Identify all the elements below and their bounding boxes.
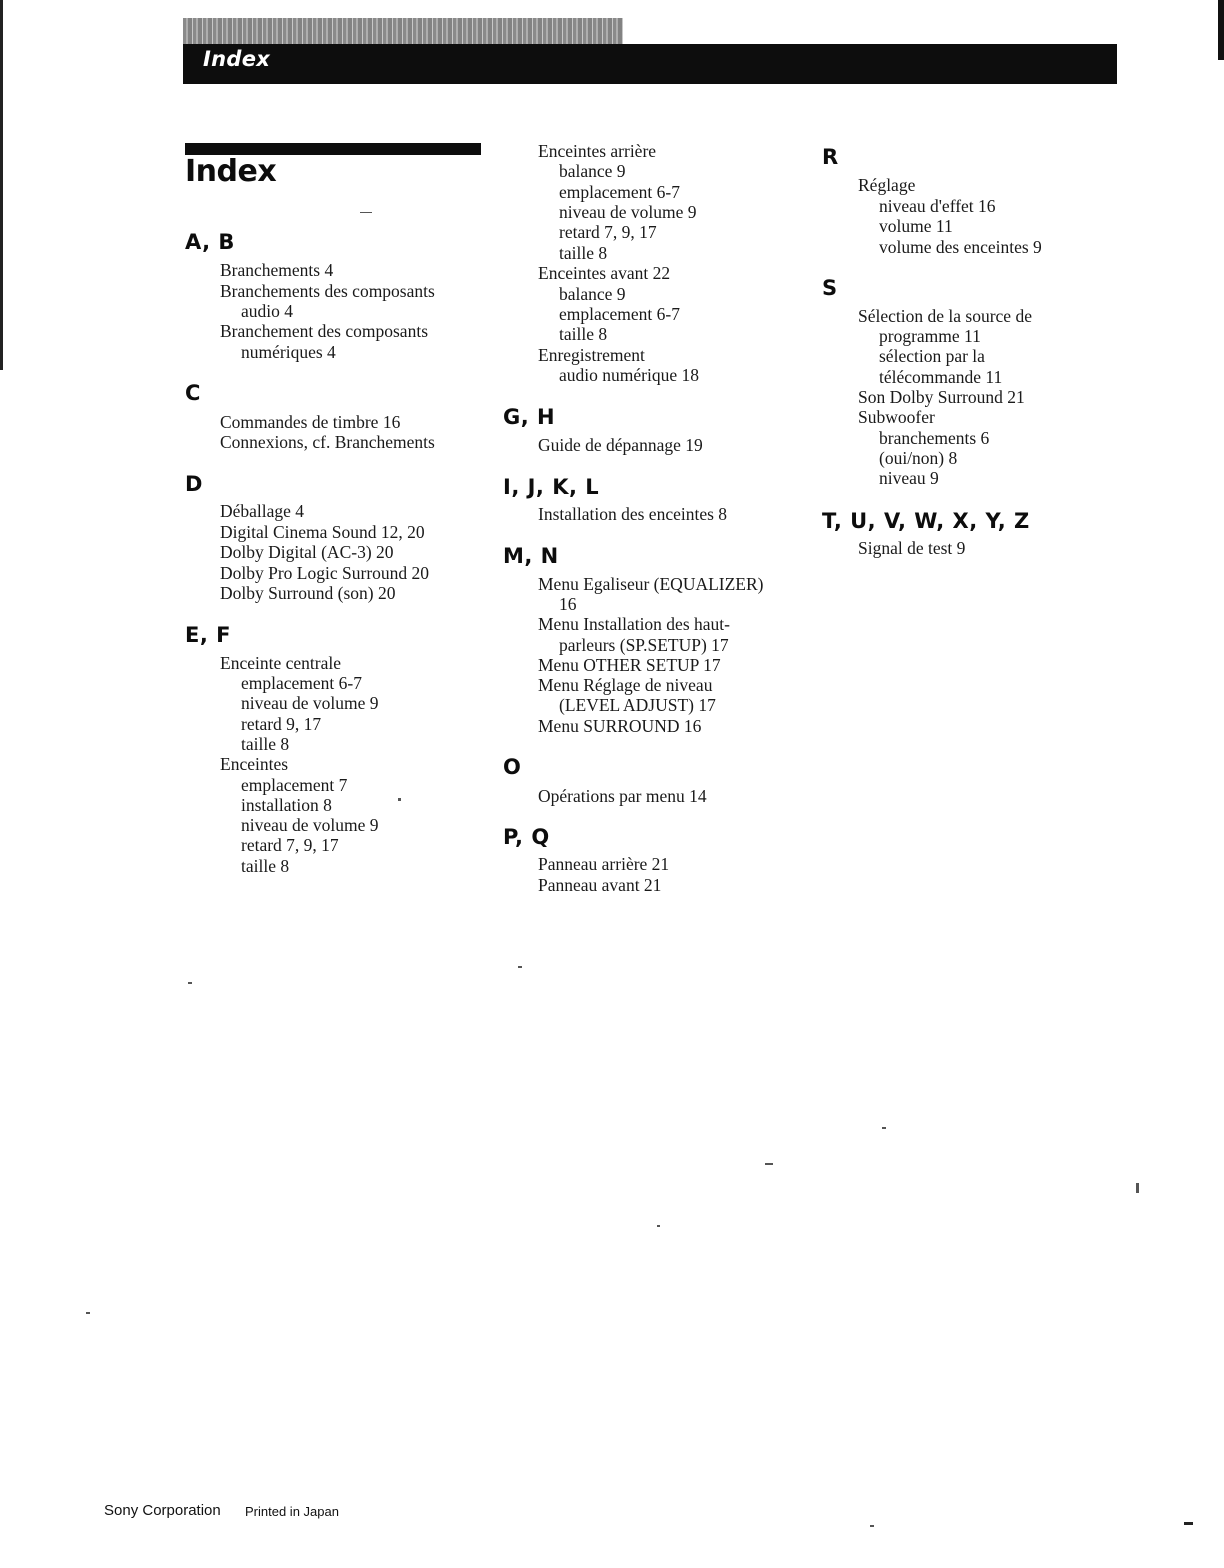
index-subentry: niveau de volume 9 <box>559 202 697 222</box>
index-subentry: volume 11 <box>879 216 953 236</box>
index-entry: Déballage 4 <box>220 501 305 521</box>
index-entry: Menu Réglage de niveau <box>538 675 713 695</box>
index-subentry: branchements 6 <box>879 428 990 448</box>
scan-speck <box>882 1127 886 1129</box>
index-subentry: emplacement 6-7 <box>241 673 362 693</box>
index-subentry: niveau 9 <box>879 468 939 488</box>
index-entry: Digital Cinema Sound 12, 20 <box>220 522 425 542</box>
footer-corporation: Sony Corporation <box>104 1502 221 1519</box>
index-entry: Enregistrement <box>538 345 645 365</box>
scan-speck <box>657 1225 660 1227</box>
index-entry: Branchements 4 <box>220 260 334 280</box>
index-entry: Réglage <box>858 175 916 195</box>
header-title: Index <box>203 47 271 71</box>
index-subentry: audio 4 <box>241 301 294 321</box>
index-entry: Menu SURROUND 16 <box>538 716 702 736</box>
index-subentry: programme 11 <box>879 326 981 346</box>
index-entry: Signal de test 9 <box>858 538 966 558</box>
section-letter-s: S <box>822 276 838 300</box>
section-letter-pq: P, Q <box>503 825 550 849</box>
index-entry: Menu Installation des haut- <box>538 614 730 634</box>
index-entry: Opérations par menu 14 <box>538 786 707 806</box>
index-subentry: retard 9, 17 <box>241 714 322 734</box>
index-entry: Connexions, cf. Branchements <box>220 432 435 452</box>
index-subentry: parleurs (SP.SETUP) 17 <box>559 635 729 655</box>
index-subentry: taille 8 <box>559 243 608 263</box>
index-subentry: niveau d'effet 16 <box>879 196 996 216</box>
section-letter-d: D <box>185 472 203 496</box>
section-letter-tz: T, U, V, W, X, Y, Z <box>822 509 1030 533</box>
scan-speck <box>360 212 372 213</box>
section-letter-c: C <box>185 381 201 405</box>
index-subentry: balance 9 <box>559 284 626 304</box>
index-subentry: (oui/non) 8 <box>879 448 958 468</box>
index-entry: Sélection de la source de <box>858 306 1032 326</box>
index-subentry: taille 8 <box>559 324 608 344</box>
section-letter-ef: E, F <box>185 623 231 647</box>
index-entry: Guide de dépannage 19 <box>538 435 703 455</box>
index-entry: Enceintes avant 22 <box>538 263 671 283</box>
section-letter-ijkl: I, J, K, L <box>503 475 600 499</box>
index-entry: Subwoofer <box>858 407 935 427</box>
index-entry: Panneau avant 21 <box>538 875 662 895</box>
index-subentry: volume des enceintes 9 <box>879 237 1042 257</box>
index-subentry: emplacement 6-7 <box>559 182 680 202</box>
scan-speck <box>86 1312 90 1314</box>
index-subentry: audio numérique 18 <box>559 365 699 385</box>
index-entry: Panneau arrière 21 <box>538 854 670 874</box>
header-scan-texture <box>183 18 623 46</box>
index-subentry: taille 8 <box>241 734 290 754</box>
scan-speck <box>765 1163 773 1165</box>
index-subentry: niveau de volume 9 <box>241 693 379 713</box>
index-subentry: installation 8 <box>241 795 332 815</box>
index-subentry: numériques 4 <box>241 342 336 362</box>
right-margin-rule <box>1218 0 1224 60</box>
index-subentry: télécommande 11 <box>879 367 1003 387</box>
index-entry: Commandes de timbre 16 <box>220 412 401 432</box>
section-letter-r: R <box>822 145 839 169</box>
index-entry: Enceinte centrale <box>220 653 341 673</box>
index-subentry: taille 8 <box>241 856 290 876</box>
index-entry: Enceintes arrière <box>538 141 657 161</box>
index-subentry: sélection par la <box>879 346 985 366</box>
section-letter-mn: M, N <box>503 544 559 568</box>
index-subentry: retard 7, 9, 17 <box>241 835 339 855</box>
index-entry: Branchement des composants <box>220 321 429 341</box>
section-letter-ab: A, B <box>185 230 235 254</box>
index-subentry: emplacement 6-7 <box>559 304 680 324</box>
index-entry: Dolby Surround (son) 20 <box>220 583 396 603</box>
scan-speck <box>518 966 522 968</box>
section-letter-gh: G, H <box>503 405 556 429</box>
index-subentry: (LEVEL ADJUST) 17 <box>559 695 716 715</box>
index-entry: Branchements des composants <box>220 281 435 301</box>
page-title: Index <box>185 154 277 189</box>
index-entry: Son Dolby Surround 21 <box>858 387 1025 407</box>
index-subentry: 16 <box>559 594 577 614</box>
index-subentry: emplacement 7 <box>241 775 348 795</box>
section-letter-o: O <box>503 755 522 779</box>
scan-speck <box>870 1525 874 1527</box>
index-entry: Dolby Pro Logic Surround 20 <box>220 563 430 583</box>
header-band <box>183 44 1117 84</box>
scan-speck <box>1184 1522 1193 1525</box>
index-entry: Menu OTHER SETUP 17 <box>538 655 721 675</box>
index-subentry: retard 7, 9, 17 <box>559 222 657 242</box>
index-subentry: balance 9 <box>559 161 626 181</box>
index-entry: Dolby Digital (AC-3) 20 <box>220 542 394 562</box>
scan-speck <box>188 982 192 984</box>
index-subentry: niveau de volume 9 <box>241 815 379 835</box>
index-entry: Installation des enceintes 8 <box>538 504 728 524</box>
index-entry: Menu Egaliseur (EQUALIZER) <box>538 574 764 594</box>
scan-speck <box>1136 1183 1139 1193</box>
scan-speck <box>398 798 401 801</box>
left-margin-rule <box>0 0 3 370</box>
index-entry: Enceintes <box>220 754 289 774</box>
footer-printed: Printed in Japan <box>245 1504 339 1519</box>
